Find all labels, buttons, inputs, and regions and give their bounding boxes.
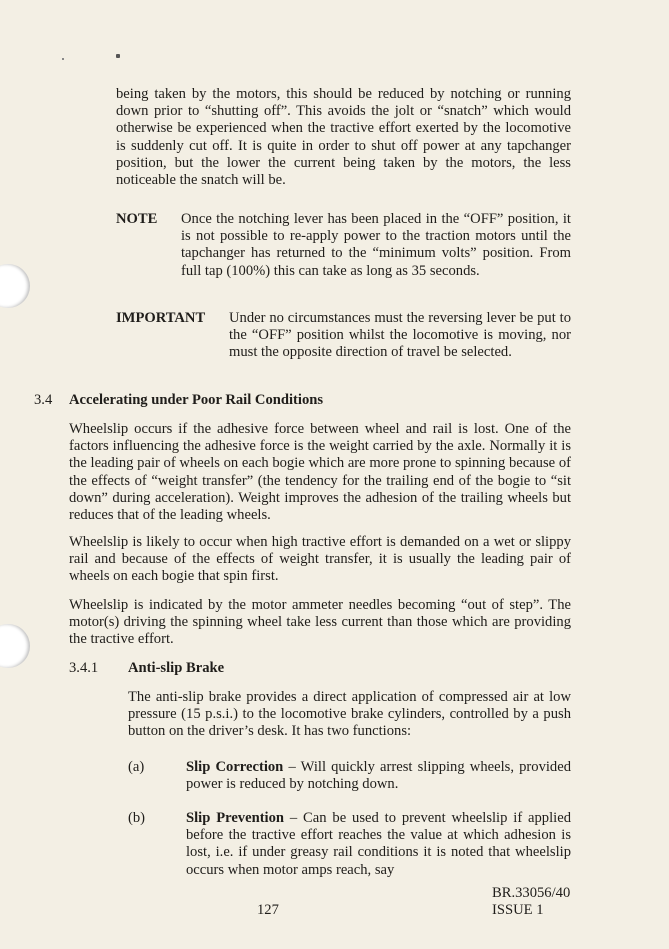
section-3-4-1-title: Anti-slip Brake (128, 660, 225, 676)
issue-label: ISSUE 1 (492, 902, 544, 918)
item-b-term: Slip Prevention (186, 810, 285, 826)
ink-mark (116, 54, 120, 58)
important-label: IMPORTANT (116, 310, 206, 326)
section-3-4-1-intro (128, 689, 571, 741)
section-3-4-para-2 (69, 534, 571, 586)
ink-speck (62, 58, 64, 60)
intro-text: being taken by the motors, this should be reduced by notching or running down prior to “shutting off”. This avoids the jolt or “snatch” which would otherwise be experienced when the tractive effort exerted by the locomotive is suddenly cut off. It is quite in order to shut off power at any tapchanger position, but the lower the current being taken by the motors, the less noticeable the snatch will be. (116, 86, 571, 189)
note-block (181, 211, 571, 280)
important-block (229, 310, 571, 362)
item-a-term: Slip Correction (186, 759, 284, 775)
section-3-4-para-3 (69, 597, 571, 649)
section-3-4-text-1: Wheelslip occurs if the adhesive force between wheel and rail is lost. One of the factors influencing the adhesive force is the weight carried by the axle. Normally it is the leading pair of wheels on each bogie which are more prone to spinning because of the effects of “weight transfer” (the tendency for the trailing end of the bogie to “sit down” during acceleration). Weight improves the adhesion of the trailing wheels but reduces that of the leading wheels. (69, 421, 571, 524)
item-b (186, 810, 571, 879)
doc-reference: BR.33056/40 (492, 885, 571, 901)
section-3-4-title: Accelerating under Poor Rail Conditions (69, 392, 324, 408)
section-3-4-1-intro-text: The anti-slip brake provides a direct application of compressed air at low pressure (15 p.s.i.) to the locomotive brake cylinders, controlled by a push button on the driver’s desk. It has two functions: (128, 689, 571, 740)
section-3-4-1-number: 3.4.1 (69, 660, 99, 676)
item-b-text: – Can be used to prevent wheelslip if applied before the tractive effort reaches the value at which adhesion is lost, i.e. if under greasy rail conditions it is noted that wheelslip occurs when motor amps reach, say (186, 810, 571, 878)
item-a-text: – Will quickly arrest slipping wheels, provided power is reduced by notching down. (186, 759, 571, 793)
section-3-4-text-3: Wheelslip is indicated by the motor ammeter needles becoming “out of step”. The motor(s) driving the spinning wheel take less current than those which are providing the tractive effort. (69, 597, 571, 648)
punch-hole-bottom (0, 624, 30, 668)
section-3-4-number: 3.4 (34, 392, 53, 408)
page-number: 127 (257, 902, 279, 918)
note-label: NOTE (116, 211, 158, 227)
item-a-label: (a) (128, 759, 145, 775)
item-b-text-para (186, 810, 571, 879)
section-3-4-text-2: Wheelslip is likely to occur when high tractive effort is demanded on a wet or slippy rail and because of the effects of weight transfer, it is usually the leading pair of wheels on each bogie that spin first. (69, 534, 571, 585)
note-text: Once the notching lever has been placed in the “OFF” position, it is not possible to re-apply power to the traction motors until the tapchanger has returned to the “minimum volts” position. From full tap (100%) this can take as long as 35 seconds. (181, 211, 571, 279)
item-a (186, 759, 571, 793)
item-a-text-para (186, 759, 571, 793)
item-b-label: (b) (128, 810, 146, 826)
punch-hole-top (0, 264, 30, 308)
important-text: Under no circumstances must the reversing lever be put to the “OFF” position whilst the locomotive is moving, nor must the opposite direction of travel be selected. (229, 310, 571, 361)
intro-paragraph (116, 86, 571, 189)
section-3-4-para-1 (69, 421, 571, 524)
